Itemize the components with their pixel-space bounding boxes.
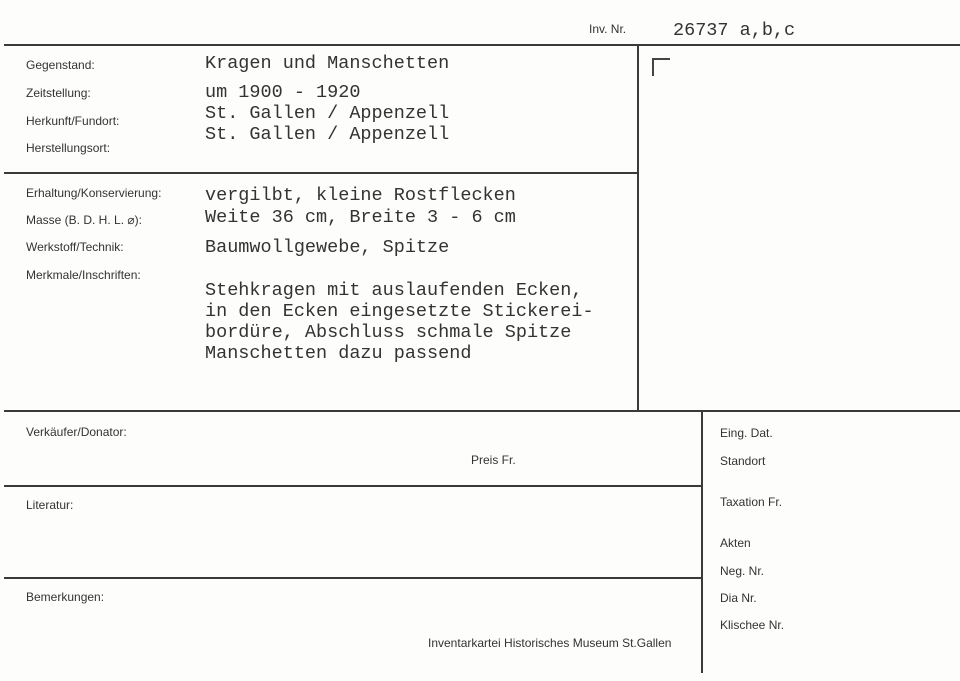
corner-mark: [652, 58, 670, 76]
inv-nr-label: Inv. Nr.: [589, 22, 627, 36]
value-herstellungsort: St. Gallen / Appenzell: [205, 124, 450, 145]
value-werkstoff: Baumwollgewebe, Spitze: [205, 237, 450, 258]
top-rule: [4, 44, 960, 46]
section-divider-4: [4, 577, 702, 579]
label-klischee-nr: Klischee Nr.: [720, 618, 785, 632]
inv-nr-value: 26737 a,b,c: [673, 20, 796, 41]
label-dia-nr: Dia Nr.: [720, 591, 757, 605]
label-literatur: Literatur:: [26, 498, 74, 512]
label-zeitstellung: Zeitstellung:: [26, 86, 91, 100]
label-herkunft: Herkunft/Fundort:: [26, 114, 120, 128]
value-herkunft: St. Gallen / Appenzell: [205, 103, 450, 124]
value-gegenstand: Kragen und Manschetten: [205, 53, 450, 74]
label-eing-dat: Eing. Dat.: [720, 426, 773, 440]
label-merkmale: Merkmale/Inschriften:: [26, 268, 141, 282]
label-erhaltung: Erhaltung/Konservierung:: [26, 186, 162, 200]
label-herstellungsort: Herstellungsort:: [26, 141, 111, 155]
value-masse: Weite 36 cm, Breite 3 - 6 cm: [205, 207, 516, 228]
section-divider-3: [4, 485, 702, 487]
merkmale-line: bordüre, Abschluss schmale Spitze: [205, 322, 572, 343]
side-column-divider: [701, 411, 703, 673]
label-standort: Standort: [720, 454, 766, 468]
label-preis: Preis Fr.: [471, 453, 516, 467]
right-panel-divider: [637, 44, 639, 412]
label-werkstoff: Werkstoff/Technik:: [26, 240, 124, 254]
merkmale-line: Stehkragen mit auslaufenden Ecken,: [205, 280, 583, 301]
footer-text: Inventarkartei Historisches Museum St.Gallen: [428, 636, 672, 650]
label-neg-nr: Neg. Nr.: [720, 564, 765, 578]
merkmale-line: Manschetten dazu passend: [205, 343, 472, 364]
section-divider-2: [4, 410, 960, 412]
value-erhaltung: vergilbt, kleine Rostflecken: [205, 185, 516, 206]
label-gegenstand: Gegenstand:: [26, 58, 95, 72]
value-zeitstellung: um 1900 - 1920: [205, 82, 361, 103]
label-taxation: Taxation Fr.: [720, 495, 783, 509]
merkmale-line: in den Ecken eingesetzte Stickerei-: [205, 301, 594, 322]
label-akten: Akten: [720, 536, 751, 550]
label-verkaeufer: Verkäufer/Donator:: [26, 425, 127, 439]
label-bemerkungen: Bemerkungen:: [26, 590, 105, 604]
label-masse: Masse (B. D. H. L. ⌀):: [26, 213, 142, 227]
section-divider-1: [4, 172, 638, 174]
